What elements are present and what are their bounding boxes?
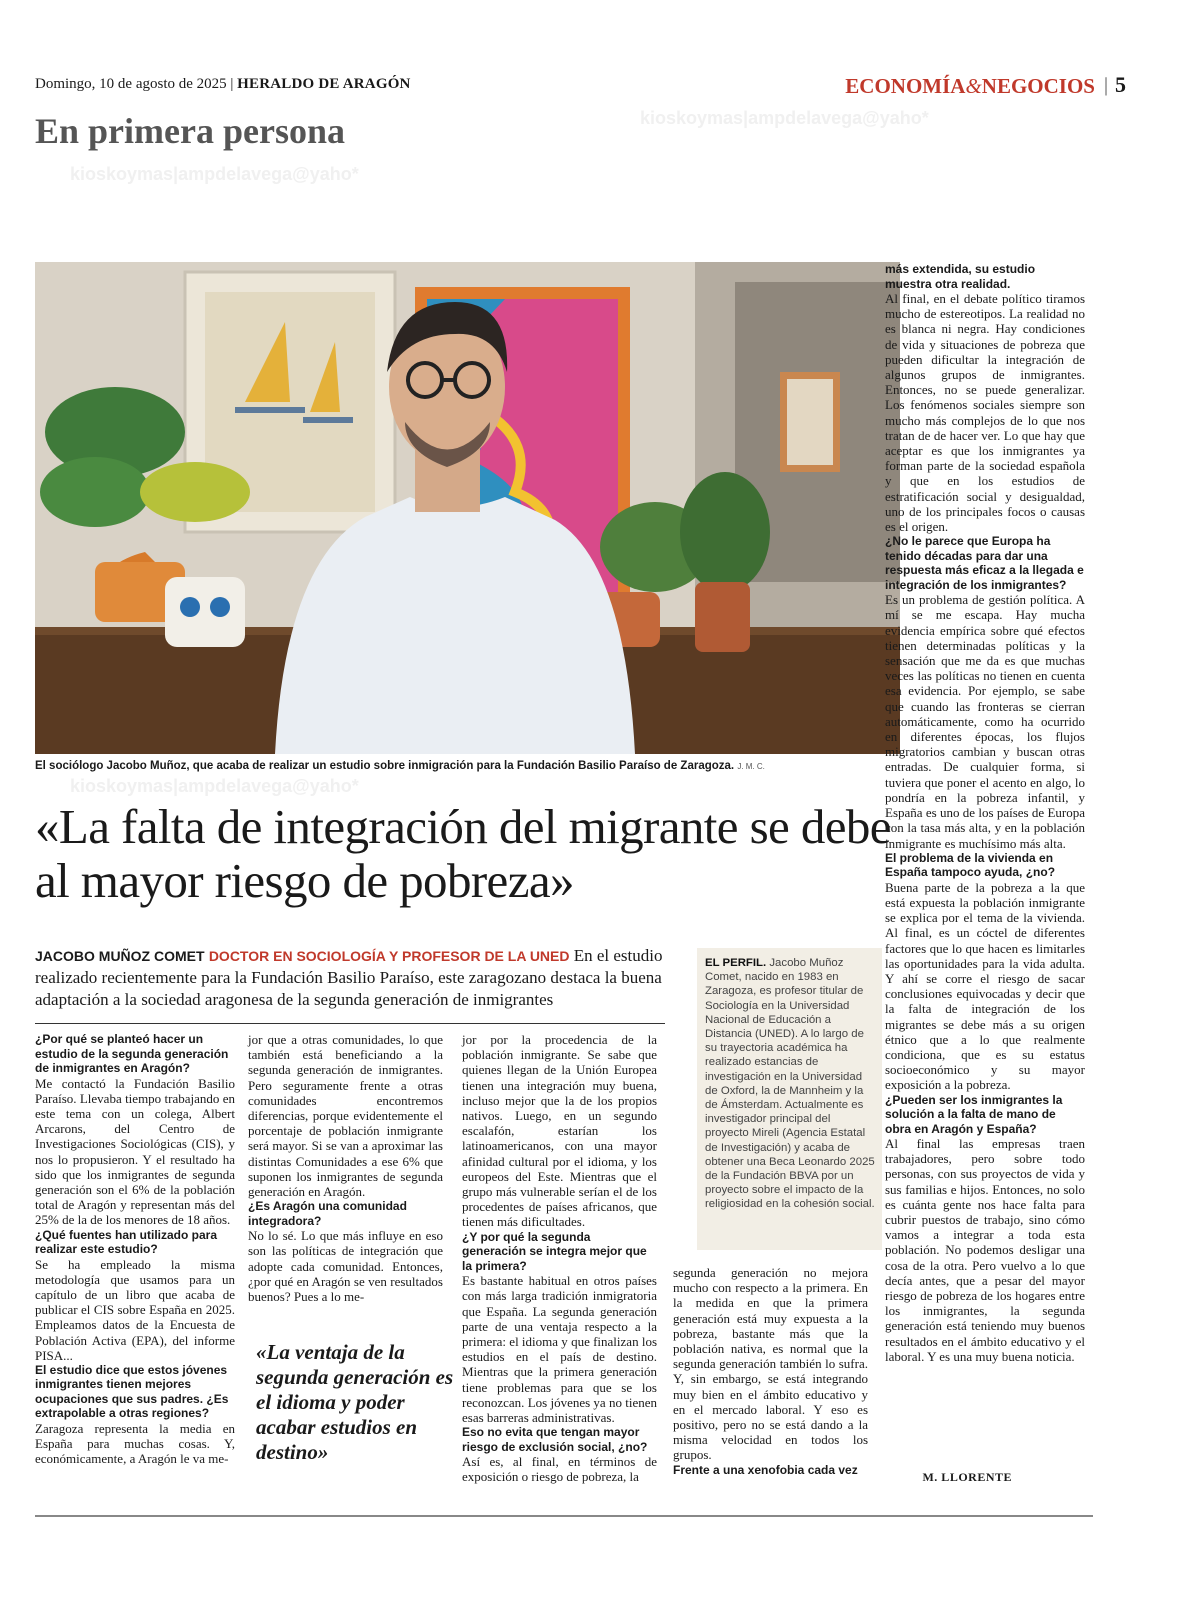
interview-question: El estudio dice que estos jóvenes inmigrantes tienen mejores ocupaciones que sus padres. ¿Es extrapolable a otras regiones? [35, 1362, 229, 1421]
lede-divider [35, 1023, 665, 1024]
article-column-3 [462, 1032, 657, 1485]
photo-caption [35, 760, 900, 772]
interview-answer: jor que a otras comunidades, lo que también está beneficiando a la segunda generación de inmigrantes. Pero seguramente frente a otras comunidades encontremos diferencias, porque evidentemente el porcentaje de población inmigrante será mayor. Si se van a aproximar las distintas Comunidades a ese 6% que suponen los inmigrantes de segunda generación en Aragón. [248, 1032, 443, 1200]
profile-heading: EL PERFIL. [705, 957, 767, 969]
article-column-4 [673, 1265, 868, 1477]
author-signature: M. LLORENTE [922, 1470, 1012, 1484]
interview-question: ¿Pueden ser los inmigrantes la solución a la falta de mano de obra en Aragón y España? [885, 1092, 1063, 1136]
interview-question: Eso no evita que tengan mayor riesgo de exclusión social, ¿no? [462, 1425, 648, 1454]
lede [35, 945, 675, 1011]
interview-question: ¿Qué fuentes han utilizado para realizar este estudio? [35, 1227, 218, 1257]
interview-answer: Al final las empresas traen trabajadores, pero sobre todo personas, con sus proyectos de vida y sus familias e hijos. Entonces, no solo es cuánta gente nos hace falta para cubrir puestos de trabajo, sino cómo vamos a integrar a toda esta población. No podemos desligar una cosa de la otra. Pero vuelvo a lo que decía antes, que a pesar del mayor riesgo de pobreza de los hogares entre los inmigrantes, la segunda generación está teniendo muy buenos resultados en el ámbito educativo y el laboral. Y es una muy buena noticia. [885, 1136, 1085, 1364]
interview-question: ¿Por qué se planteó hacer un estudio de la segunda generación de inmigrantes en Aragón? [35, 1032, 229, 1075]
interview-answer: Es un problema de gestión política. A mí se me escapa. Hay mucha evidencia empírica sobre qué efectos tienen determinadas políticas y la sensación que me da es que muchas veces las políticas no tienen en cuenta esa evidencia. Por ejemplo, se sabe que cuando las fronteras se cierran automáticamente, como ha ocurrido en diferentes épocas, los flujos migratorios cambian y buscan otras entradas. De cualquier forma, si tuviera que poner el acento en algo, lo pondría en la pobreza infantil, y España es uno de los países de Europa con la tasa más alta, y en la población inmigrante es muchísimo más alta. [885, 592, 1085, 851]
interview-answer: Me contactó la Fundación Basilio Paraíso. Llevaba tiempo trabajando en este tema con un colega, Albert Arcarons, del Centro de Investigaciones Sociológicas (CIS), y nos lo propusieron. Y el resultado ha sido que los inmigrantes de segunda generación son el 6% de la población total de Aragón y representan más del 25% de la de los menores de 18 años. [35, 1075, 235, 1228]
article-column-5 [885, 262, 1085, 1364]
interviewee-name: JACOBO MUÑOZ COMET [35, 948, 205, 964]
section-label-part1: ECONOMÍA [845, 74, 966, 98]
interview-answer: Se ha empleado la misma metodología que usamos para un capítulo de un libro que acaba de publicar el CIS sobre España en 2025. Empleamos datos de la Encuesta de Población Activa (EPA), del informe PISA... [35, 1256, 235, 1363]
pull-quote: «La ventaja de la segunda generación es el idioma y poder acabar estudios en destino» [256, 1340, 454, 1464]
photo-caption-text: El sociólogo Jacobo Muñoz, que acaba de realizar un estudio sobre inmigración para la Fundación Basilio Paraíso de Zaragoza. [35, 760, 735, 772]
profile-box [697, 948, 882, 1250]
interview-answer: Así es, al final, en términos de exposición o riesgo de pobreza, la [462, 1454, 657, 1485]
watermark: kioskoymas|ampdelavega@yaho* [70, 164, 359, 184]
interview-question: ¿Es Aragón una comunidad integradora? [248, 1199, 407, 1228]
section-label-amp: & [965, 74, 982, 98]
header-date: Domingo, 10 de agosto de 2025 [35, 76, 227, 92]
newspaper-name: HERALDO DE ARAGÓN [237, 76, 411, 92]
interview-question: más extendida, su estudio muestra otra realidad. [885, 262, 1036, 291]
portrait-illustration [35, 262, 900, 754]
page-number: 5 [1115, 72, 1126, 97]
interview-question: ¿Y por qué la segunda generación se integra mejor que la primera? [462, 1229, 647, 1273]
interview-answer: Buena parte de la pobreza a la que está expuesta la población inmigrante se explica por el tema de la vivienda. Al final, es un cóctel de diferentes factores que lo que hacen es limitarles las oportunidades para la vida adulta. Y ahí se corre el riesgo de sacar conclusiones equivocadas y decir que la falta de integración de los migrantes se debe más a su origen étnico que a lo que realmente condiciona, que es su estatus socioeconómico y su mayor exposición a la pobreza. [885, 879, 1085, 1093]
header-dateline: Domingo, 10 de agosto de 2025 | HERALDO DE ARAGÓN [35, 76, 411, 92]
lede-text: En el estudio realizado recientemente para la Fundación Basilio Paraíso, este zaragozano destaca la buena adaptación a la sociedad aragonesa de la segunda generación de inmigrantes [35, 946, 663, 1009]
interview-question: El problema de la vivienda en España tampoco ayuda, ¿no? [885, 850, 1056, 880]
interview-answer: Al final, en el debate político tiramos mucho de estereotipos. La realidad no es blanca ni negra. Hay condiciones de vida y situaciones de pobreza que pueden dificultar la integración de algunos grupos de inmigrantes. Entonces, no se puede generalizar. Los fenómenos sociales siempre son mucho más complejos de lo que nos tratan de de hacer ver. Lo que hay que aceptar es que los inmigrantes ya forman parte de la sociedad española y que en los estudios de estratificación social y desigualdad, uno de los principales focos o causas es el origen. [885, 291, 1085, 535]
section-label [845, 74, 1095, 99]
interview-answer: Es bastante habitual en otros países con más larga tradición inmigratoria que España. La segunda generación parte de una ventaja respecto a la primera: el idioma y que finalizan los estudios en el país de destino. Mientras que la primera generación tiene problemas para que se los reconozcan. Los jóvenes ya no tienen esas barreras administrativas. [462, 1273, 657, 1425]
bottom-divider [35, 1515, 1093, 1517]
article-column-2 [248, 1032, 443, 1304]
interview-answer: No lo sé. Lo que más influye en eso son las políticas de integración que adopte cada comunidad. Entonces, ¿por qué en Aragón se ven resultados buenos? Pues a lo me- [248, 1228, 443, 1305]
interview-answer: segunda generación no mejora mucho con respecto a la primera. En la medida en que la primera generación está muy expuesta a la pobreza, bastante más que la población nativa, es normal que la segunda generación también lo sufra. Y, sin embargo, se está integrando muy bien en el ámbito educativo y en el mercado laboral. Y eso es positivo, pero no se está dando a la misma velocidad en todos los grupos. [673, 1265, 868, 1463]
interviewee-role: DOCTOR EN SOCIOLOGÍA Y PROFESOR DE LA UNED [208, 948, 570, 964]
section-title: En primera persona [35, 111, 345, 151]
interview-answer: jor por la procedencia de la población inmigrante. Se sabe que quienes llegan de la Unión Europea tienen una integración muy buena, incluso mejor que la de los propios nativos. Luego, en un segundo escalafón, estarían los latinoamericanos, con una mayor afinidad cultural por el idioma, y los europeos del Este. Mientras que el grupo más vulnerable serían el de los procedentes de países africanos, que tienen más dificultades. [462, 1032, 657, 1230]
section-label-part2: NEGOCIOS [981, 74, 1095, 98]
article-column-1 [35, 1032, 235, 1467]
photo-credit: J. M. C. [737, 762, 765, 771]
interview-question: ¿No le parece que Europa ha tenido décadas para dar una respuesta más eficaz a la llegada e integración de los inmigrantes? [885, 534, 1084, 592]
watermark: kioskoymas|ampdelavega@yaho* [640, 108, 929, 128]
interview-answer: Zaragoza representa la media en España para muchas cosas. Y, económicamente, a Aragón le va me- [35, 1420, 235, 1467]
watermark: kioskoymas|ampdelavega@yaho* [70, 776, 359, 796]
profile-text: Jacobo Muñoz Comet, nacido en 1983 en Zaragoza, es profesor titular de Sociología en la Universidad Nacional de Educación a Distancia (UNED). A lo largo de su trayectoria académica ha realizado estancias de investigación en la Universidad de Oxford, la de Mannheim y la de Ámsterdam. Actualmente es investigador principal del proyecto Mireli (Agencia Estatal de Investigación) y acaba de obtener una Beca Leonardo 2025 de la Fundación BBVA por un proyecto sobre el impacto de la religiosidad en la cohesión social. [705, 957, 875, 1211]
interview-question: Frente a una xenofobia cada vez [673, 1462, 858, 1477]
headline: «La falta de integración del migrante se debe al mayor riesgo de pobreza» [35, 799, 891, 908]
header-divider: | [1103, 74, 1108, 96]
portrait-photo [35, 262, 900, 754]
